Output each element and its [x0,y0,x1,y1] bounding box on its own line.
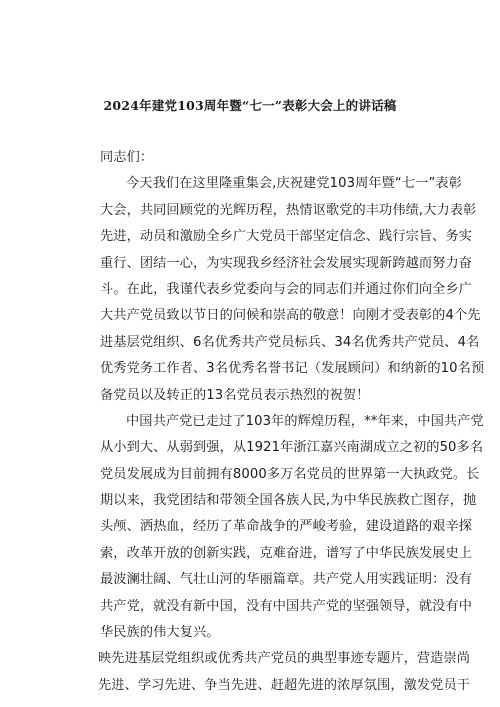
paragraph-line: 重行、团结一心，为实现我乡经济社会发展实现新跨越而努力奋 [100,255,473,271]
paragraph-line: 大会，共同回顾党的光辉历程，热情讴歌党的丰功伟绩,大力表彰 [100,202,477,218]
paragraph-line: 索，改革开放的创新实践，克难奋进，谱写了中华民族发展史上 [100,545,473,561]
paragraph-line: 备党员以及转正的13名党员表示热烈的祝贺！ [100,387,370,403]
paragraph-line: 先进，动员和激励全乡广大党员干部坚定信念、践行宗旨、务实 [100,229,473,245]
salutation-line: 同志们： [100,150,154,165]
paragraph-line: 期以来，我党团结和带领全国各族人民,为中华民族救亡图存，抛 [100,493,477,509]
paragraph-line: 共产党，就没有新中国，没有中国共产党的坚强领导，就没有中 [100,598,473,614]
paragraph-line: 最波澜壮阔、气壮山河的华丽篇章。共产党人用实践证明：没有 [100,572,473,588]
paragraph-line: 先进、学习先进、争当先进、赶超先进的浓厚氛围，激发党员干 [98,677,471,693]
paragraph-line: 中国共产党已走过了103年的辉煌历程，**年来，中国共产党 [126,413,484,429]
paragraph-line: 映先进基层党组织或优秀共产党员的典型事迹专题片，营造崇尚 [98,651,471,667]
paragraph-line: 优秀党务工作者、3名优秀名誉书记（发展顾问）和纳新的10名预 [100,361,485,377]
paragraph-line: 斗。在此，我谨代表乡党委向与会的同志们并通过你们向全乡广 [100,281,473,297]
paragraph-line: 党员发展成为目前拥有8000多万名党员的世界第一大执政党。长 [100,466,480,482]
paragraph-line: 华民族的伟大复兴。 [100,625,220,641]
paragraph-line: 今天我们在这里隆重集会,庆祝建党103周年暨“七一”表彰 [126,176,462,192]
paragraph-line: 进基层党组织、6名优秀共产党员标兵、34名优秀共产党员、4名 [100,334,480,350]
paragraph-line: 头颅、洒热血，经历了革命战争的严峻考验，建设道路的艰辛探 [100,519,473,535]
document-title: 2024年建党103周年暨“七一”表彰大会上的讲话稿 [103,98,397,113]
document-body [98,145,485,699]
paragraph-line: 大共产党员致以节日的问候和崇高的敬意！向刚才受表彰的4个先 [100,308,481,324]
paragraph-line: 从小到大、从弱到强，从1921年浙江嘉兴南湖成立之初的50多名 [100,440,484,456]
